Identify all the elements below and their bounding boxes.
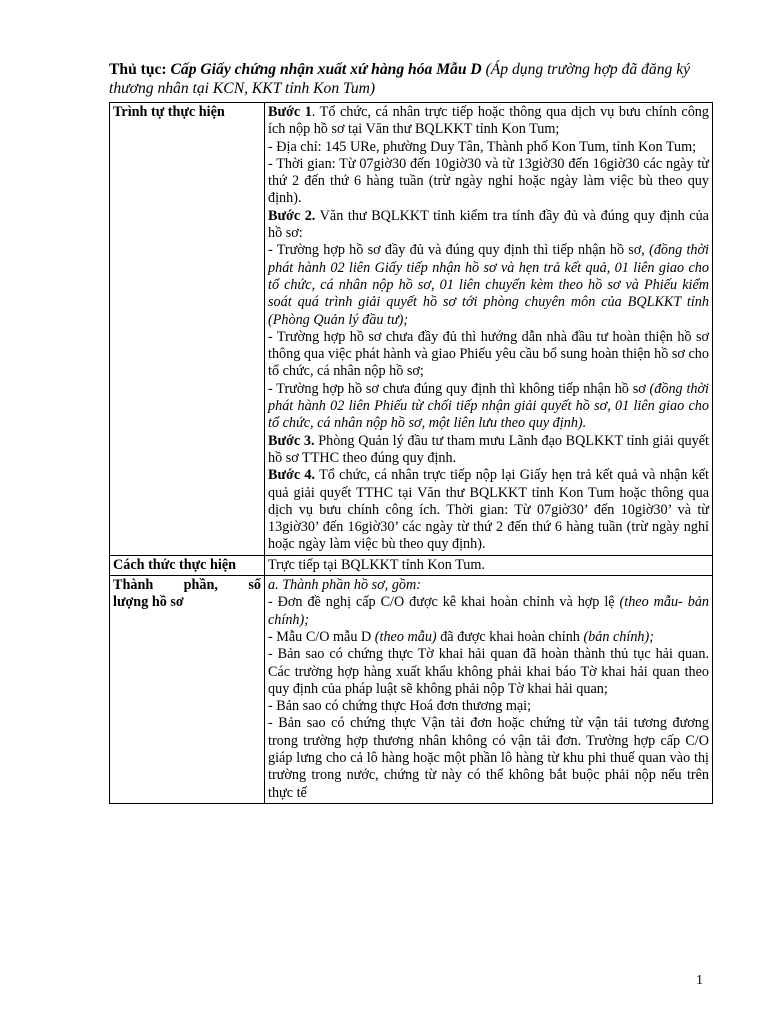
step-3-text: Phòng Quản lý đầu tư tham mưu Lãnh đạo BQLKKT tỉnh giải quyết hồ sơ TTHC theo đúng quy định. [268,432,709,466]
step-2-label: Bước 2. [268,207,316,224]
step-4 [268,467,709,553]
step-1-address: - Địa chỉ: 145 URe, phường Duy Tân, Thành phố Kon Tum, tỉnh Kon Tum; [268,138,697,155]
step-3-label: Bước 3. [268,432,315,449]
page-number: 1 [696,973,703,988]
item-2-text-b: đã được khai hoàn chỉnh [436,628,584,645]
row-content-steps [265,103,713,556]
step-1 [268,104,709,139]
step-2-case-1 [268,242,709,328]
table-row [110,103,713,556]
step-4-text: Tổ chức, cá nhân trực tiếp nộp lại Giấy hẹn trả kết quả và nhận kết quả giải quyết TTHC tại Văn thư BQLKKT tỉnh Kon Tum hoặc thông qua dịch vụ bưu chính công ích. Thời gian: Từ 07giờ30’ đến 10giờ30’ và từ 13giờ30’ đến 16giờ30’ các ngày từ thứ 2 đến thứ 6 hàng tuần (trừ ngày nghỉ hoặc ngày làm việc bù theo quy định). [268,467,709,553]
table-row [110,576,713,804]
item-1-note: (theo mẫu- bản chính); [268,594,710,628]
item-1-text: - Đơn đề nghị cấp C/O được kê khai hoàn chỉnh và hợp lệ [268,594,620,611]
table-row [110,555,713,575]
row-content-method: Trực tiếp tại BQLKKT tỉnh Kon Tum. [265,555,713,575]
item-2-text: - Mẫu C/O mẫu D [268,628,375,645]
title-note: (Áp dụng trường hợp đã đăng ký thương nhân tại KCN, KKT tỉnh Kon Tum) [109,61,691,97]
item-2-note-b: (bản chính); [583,628,654,645]
row-label-dossier [110,576,265,804]
step-4-label: Bước 4. [268,467,316,484]
case-1-note: (đồng thời phát hành 02 liên Giấy tiếp nhận hồ sơ và hẹn trả kết quả, 01 liên giao cho tổ chức, cá nhân nộp hồ sơ, 01 liên chuyển kèm theo hồ sơ và Phiếu kiểm soát quá trình giải quyết hồ sơ tới phòng chuyên môn của BQLKKT tỉnh (Phòng Quản lý đầu tư); [268,242,710,328]
step-2-case-2: - Trường hợp hồ sơ chưa đầy đủ thì hướng dẫn nhà đầu tư hoàn thiện hồ sơ thông qua việc phát hành và giao Phiếu yêu cầu bổ sung hoàn thiện hồ sơ cho tổ chức, cá nhân nộp hồ sơ; [268,328,709,380]
step-1-time: - Thời gian: Từ 07giờ30 đến 10giờ30 và từ 13giờ30 đến 16giờ30 các ngày từ thứ 2 đến thứ 6 hàng tuần (trừ ngày nghỉ hoặc ngày làm việc bù theo quy định). [268,155,709,207]
step-2-text: Văn thư BQLKKT tỉnh kiểm tra tính đầy đủ và đúng quy định của hồ sơ: [268,207,709,242]
case-3-text: - Trường hợp hồ sơ chưa đúng quy định thì không tiếp nhận hồ sơ [268,380,650,397]
step-3 [268,433,709,468]
procedure-title [109,60,713,98]
dossier-item-3: - Bản sao có chứng thực Tờ khai hải quan đã hoàn thành thủ tục hải quan. Các trường hợp hàng xuất khẩu không phải khai báo Tờ khai hải quan theo quy định của pháp luật sẽ không phải nộp Tờ khai hải quan; [268,646,709,697]
step-1-label: Bước 1 [268,104,312,120]
row-label-method: Cách thức thực hiện [110,555,265,575]
row-content-dossier [265,576,713,804]
row-label-steps: Trình tự thực hiện [110,103,265,556]
case-1-text: - Trường hợp hồ sơ đầy đủ và đúng quy định thì tiếp nhận hồ sơ, [268,242,650,259]
row-label-dossier-line1: Thành phần, số [113,577,261,594]
dossier-item-5: - Bản sao có chứng thực Vận tải đơn hoặc chứng từ vận tải tương đương trong trường hợp thương nhân không có vận tải đơn. Trường hợp cấp C/O giáp lưng cho cả lô hàng hoặc một phần lô hàng từ khu phi thuế quan vào thị trường trong nước, chứng từ này có thể không bắt buộc phải nộp nếu trên thực tế [268,715,709,801]
dossier-item-4: - Bản sao có chứng thực Hoá đơn thương mại; [268,698,532,715]
dossier-heading: a. Thành phần hồ sơ, gồm: [268,577,422,594]
dossier-item-2 [268,629,709,646]
document-page [109,60,713,804]
step-2-case-3 [268,381,709,433]
title-main: Cấp Giấy chứng nhận xuất xứ hàng hóa Mẫu D [170,61,482,78]
title-prefix: Thủ tục: [109,61,171,78]
procedure-table [109,102,713,804]
row-label-dossier-line2: lượng hồ sơ [113,594,184,611]
item-2-note: (theo mẫu) [374,628,437,645]
step-2 [268,208,709,243]
case-3-note: (đồng thời phát hành 02 liên Phiếu từ chối tiếp nhận giải quyết hồ sơ, 01 liên giao cho tổ chức, cá nhân nộp hồ sơ, một liên lưu theo quy định). [268,380,709,432]
dossier-item-1 [268,594,709,629]
step-1-text: . Tổ chức, cá nhân trực tiếp hoặc thông qua dịch vụ bưu chính công ích nộp hồ sơ tại Văn thư BQLKKT tỉnh Kon Tum; [268,104,709,138]
